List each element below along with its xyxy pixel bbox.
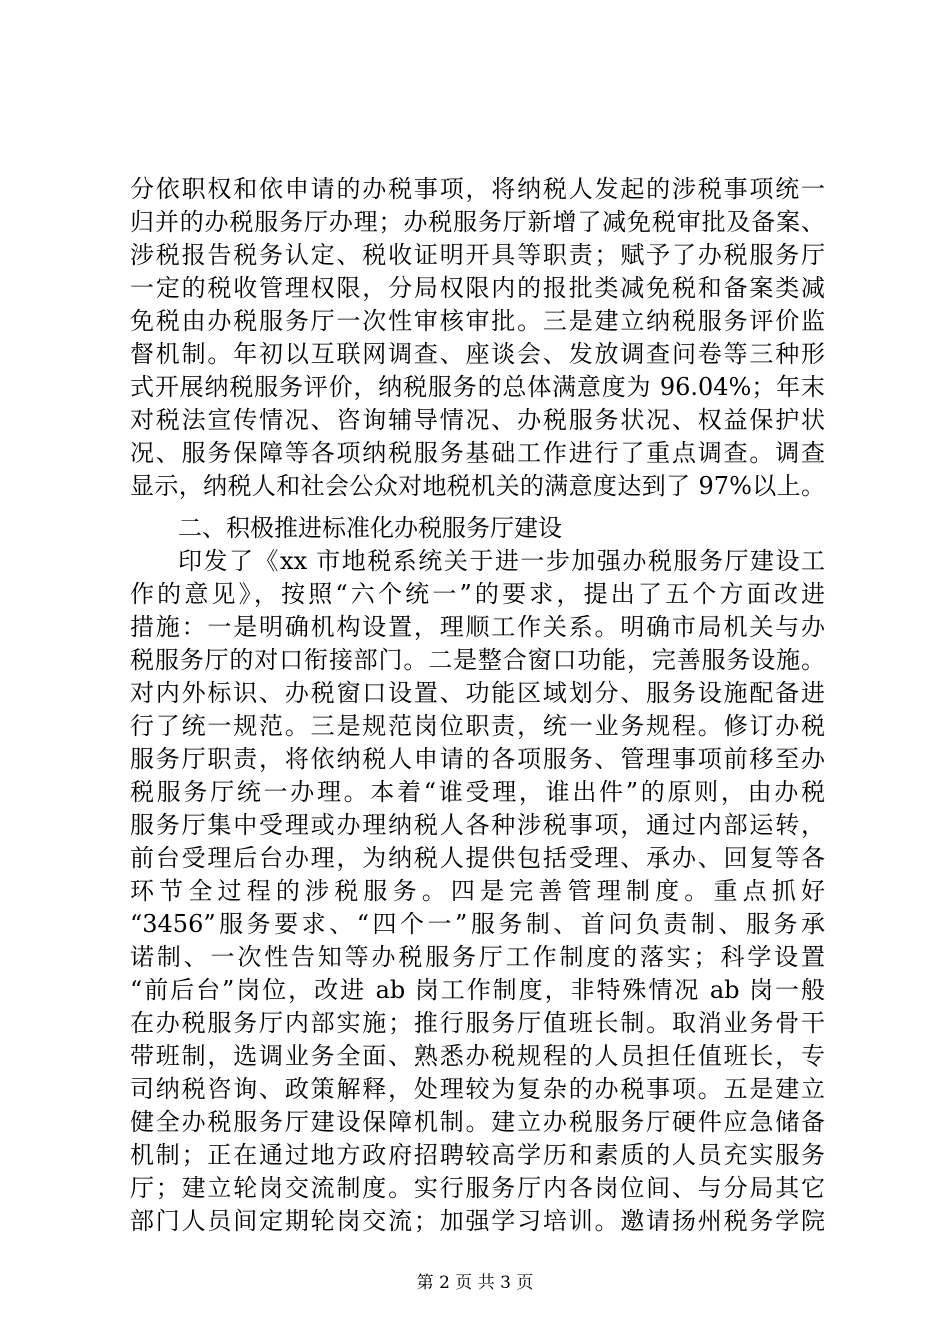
text-line: 措施：一是明确机构设置，理顺工作关系。明确市局机关与办 bbox=[130, 613, 825, 641]
text-line: 环节全过程的涉税服务。四是完善管理制度。重点抓好 bbox=[130, 877, 825, 905]
text-line: 诺制、一次性告知等办税服务厅工作制度的落实；科学设置 bbox=[130, 943, 825, 971]
text-line: 税服务厅统一办理。本着“谁受理，谁出件”的原则，由办税 bbox=[130, 778, 825, 806]
text-line: 对税法宣传情况、咨询辅导情况、办税服务状况、权益保护状 bbox=[130, 406, 825, 434]
text-line: 厅；建立轮岗交流制度。实行服务厅内各岗位间、与分局其它 bbox=[130, 1174, 825, 1202]
text-line: “3456”服务要求、“四个一”服务制、首问负责制、服务承 bbox=[130, 910, 825, 938]
text-line: 行了统一规范。三是规范岗位职责，统一业务规程。修订办税 bbox=[130, 712, 825, 740]
text-line: 况、服务保障等各项纳税服务基础工作进行了重点调查。调查 bbox=[130, 439, 825, 467]
text-line: 对内外标识、办税窗口设置、功能区域划分、服务设施配备进 bbox=[130, 679, 825, 707]
text-line: 在办税服务厅内部实施；推行服务厅值班长制。取消业务骨干 bbox=[130, 1009, 825, 1037]
paragraph-1 bbox=[130, 173, 825, 503]
text-line: 印发了《xx 市地税系统关于进一步加强办税服务厅建设工 bbox=[178, 547, 825, 575]
text-line: 分依职权和依申请的办税事项，将纳税人发起的涉税事项统一 bbox=[130, 175, 825, 203]
text-line: “前后台”岗位，改进 ab 岗工作制度，非特殊情况 ab 岗一般 bbox=[130, 976, 825, 1004]
text-line: 带班制，选调业务全面、熟悉办税规程的人员担任值班长，专 bbox=[130, 1042, 825, 1070]
text-line: 免税由办税服务厅一次性审核审批。三是建立纳税服务评价监 bbox=[130, 307, 825, 335]
text-line: 归并的办税服务厅办理；办税服务厅新增了减免税审批及备案、 bbox=[130, 208, 825, 236]
text-line: 一定的税收管理权限，分局权限内的报批类减免税和备案类减 bbox=[130, 274, 825, 302]
paragraph-2 bbox=[130, 545, 825, 1238]
text-line: 健全办税服务厅建设保障机制。建立办税服务厅硬件应急储备 bbox=[130, 1108, 825, 1136]
text-line: 显示，纳税人和社会公众对地税机关的满意度达到了 97%以上。 bbox=[130, 472, 825, 500]
section-heading: 二、积极推进标准化办税服务厅建设 bbox=[178, 514, 562, 542]
text-line: 涉税报告税务认定、税收证明开具等职责；赋予了办税服务厅 bbox=[130, 241, 825, 269]
text-line: 司纳税咨询、政策解释，处理较为复杂的办税事项。五是建立 bbox=[130, 1075, 825, 1103]
page-footer: 第 2 页 共 3 页 bbox=[416, 1273, 534, 1293]
text-line: 式开展纳税服务评价，纳税服务的总体满意度为 96.04%；年末 bbox=[130, 373, 825, 401]
text-line: 服务厅集中受理或办理纳税人各种涉税事项，通过内部运转， bbox=[130, 811, 825, 839]
text-line: 作的意见》，按照“六个统一”的要求，提出了五个方面改进 bbox=[130, 580, 825, 608]
text-line: 机制；正在通过地方政府招聘较高学历和素质的人员充实服务 bbox=[130, 1141, 825, 1169]
text-line: 部门人员间定期轮岗交流；加强学习培训。邀请扬州税务学院 bbox=[130, 1207, 825, 1235]
text-line: 前台受理后台办理，为纳税人提供包括受理、承办、回复等各 bbox=[130, 844, 825, 872]
text-line: 服务厅职责，将依纳税人申请的各项服务、管理事项前移至办 bbox=[130, 745, 825, 773]
text-line: 税服务厅的对口衔接部门。二是整合窗口功能，完善服务设施。 bbox=[130, 646, 825, 674]
text-line: 督机制。年初以互联网调查、座谈会、发放调查问卷等三种形 bbox=[130, 340, 825, 368]
